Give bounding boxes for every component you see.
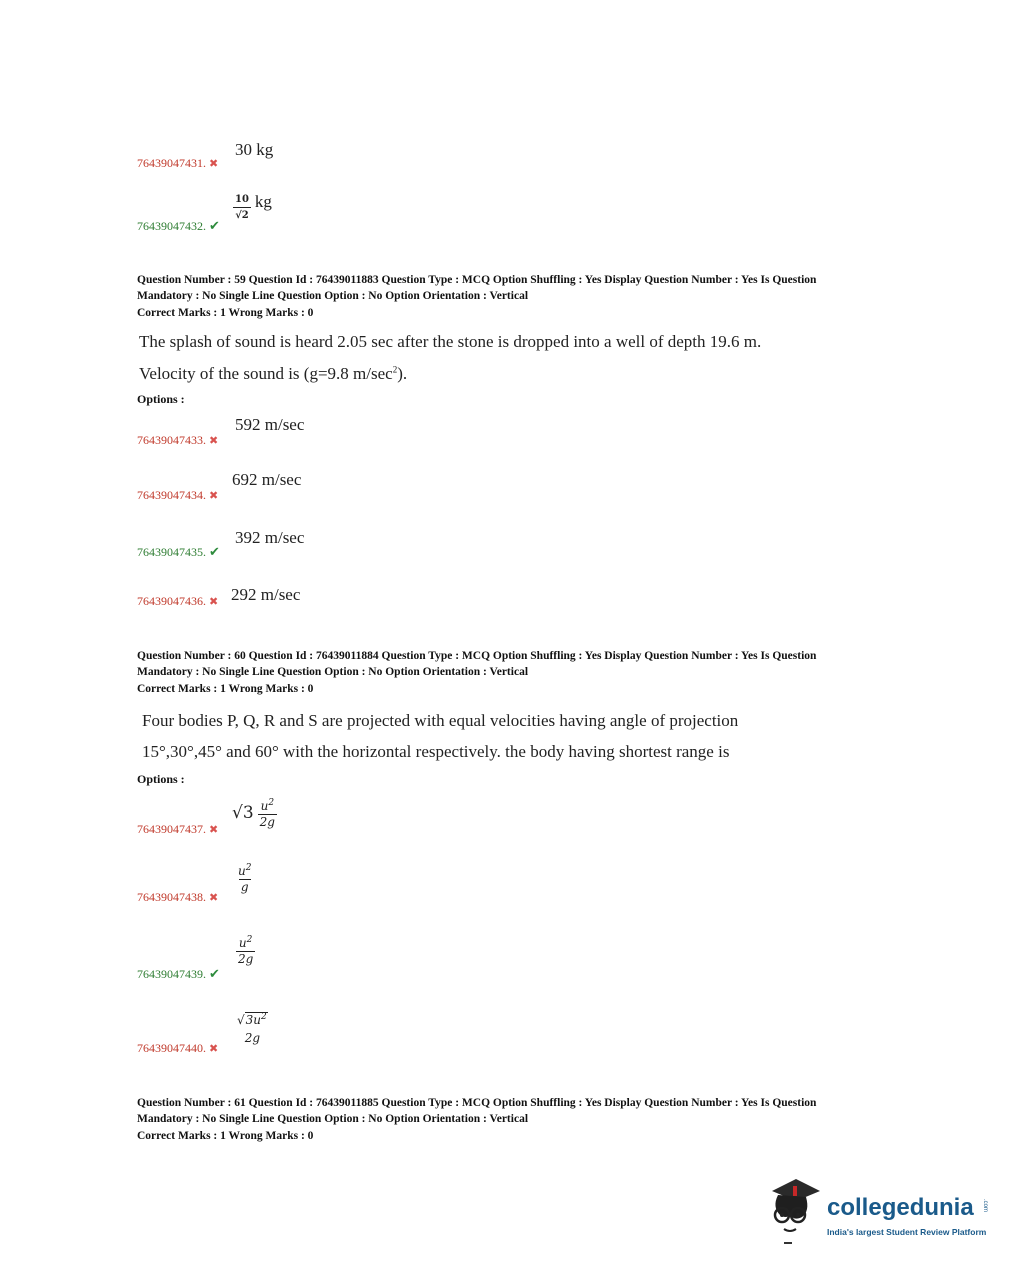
fraction: $\frac{10}{√2}$ (235, 194, 249, 221)
option-id-76439047438: 76439047438. ✖ (137, 890, 219, 904)
collegedunia-logo (766, 1177, 996, 1247)
question-text-59-line1: The splash of sound is heard 2.05 sec after the stone is dropped into a well of depth 19.6 m. (139, 332, 762, 351)
fraction: $√3u^2$ 2g (237, 1012, 267, 1045)
question-text-60-line1: Four bodies P, Q, R and S are projected with equal velocities having angle of projection (142, 711, 739, 730)
option-id-76439047434: 76439047434. ✖ (137, 488, 219, 502)
question-text-59-line2: Velocity of the sound is (g=9.8 $m/\sec^2$). (139, 364, 408, 383)
option-math-76439047432: $\frac{10}{√2}$ kg (235, 191, 272, 221)
option-id-76439047433: 76439047433. ✖ (137, 433, 219, 447)
logo-suffix: .com (982, 1199, 988, 1213)
option-math-76439047437: √3 $\frac{u^2}{2g}$ (232, 798, 275, 829)
option-text-76439047436: 292 m/sec (231, 585, 301, 604)
wrong-mark-icon: ✖ (209, 435, 219, 447)
option-math-76439047439 (236, 934, 255, 966)
wrong-mark-icon: ✖ (209, 1043, 219, 1055)
check-mark-icon: ✔ (209, 218, 220, 233)
wrong-mark-icon: ✖ (209, 158, 219, 170)
option-text-76439047435: 392 m/sec (235, 528, 305, 547)
fraction: $\frac{u^2}{2g}$ (259, 798, 275, 829)
option-text-76439047431: 30 kg (235, 140, 274, 159)
option-math-76439047438 (236, 862, 253, 894)
option-text-76439047433: 592 m/sec (235, 415, 305, 434)
wrong-mark-icon: ✖ (209, 892, 219, 904)
option-id-76439047432: 76439047432. ✔ (137, 218, 220, 233)
option-id-76439047435: 76439047435. ✔ (137, 544, 220, 559)
option-math-76439047440 (235, 1011, 270, 1045)
mascot-icon (766, 1177, 824, 1245)
wrong-mark-icon: ✖ (209, 490, 219, 502)
question-text-60-line2: 15°,30°,45° and 60° with the horizontal respectively. the body having shortest range is (142, 742, 730, 761)
option-text-76439047434: 692 m/sec (232, 470, 302, 489)
options-label-60: Options : (137, 772, 185, 786)
wrong-mark-icon: ✖ (209, 824, 219, 836)
options-label-59: Options : (137, 392, 185, 406)
logo-tagline: India's largest Student Review Platform (827, 1227, 987, 1237)
question-meta-59: Question Number : 59 Question Id : 76439011883 Question Type : MCQ Option Shuffling : Yes Display Question Number : Yes Is Question Mandatory : No Single Line Question Option : No Option Orientation : Vertical Correct Marks : 1 Wrong Marks : 0 (137, 274, 817, 319)
option-id-76439047437: 76439047437. ✖ (137, 822, 219, 836)
wrong-mark-icon: ✖ (209, 596, 219, 608)
logo-name: collegedunia (827, 1194, 974, 1221)
option-id-76439047436: 76439047436. ✖ (137, 594, 219, 608)
question-meta-61: Question Number : 61 Question Id : 76439011885 Question Type : MCQ Option Shuffling : Yes Display Question Number : Yes Is Question Mandatory : No Single Line Question Option : No Option Orientation : Vertical Correct Marks : 1 Wrong Marks : 0 (137, 1097, 817, 1142)
check-mark-icon: ✔ (209, 544, 220, 559)
fraction: $\frac{u^2}{g}$ (238, 863, 252, 894)
sqrt-symbol: √ (237, 1013, 245, 1027)
option-id-76439047440: 76439047440. ✖ (137, 1041, 219, 1055)
option-id-76439047439: 76439047439. ✔ (137, 966, 220, 981)
check-mark-icon: ✔ (209, 966, 220, 981)
fraction: $\frac{u^2}{2g}$ (238, 935, 254, 966)
question-meta-60: Question Number : 60 Question Id : 76439011884 Question Type : MCQ Option Shuffling : Yes Display Question Number : Yes Is Question Mandatory : No Single Line Question Option : No Option Orientation : Vertical Correct Marks : 1 Wrong Marks : 0 (137, 650, 817, 695)
option-id-76439047431: 76439047431. ✖ (137, 156, 219, 170)
